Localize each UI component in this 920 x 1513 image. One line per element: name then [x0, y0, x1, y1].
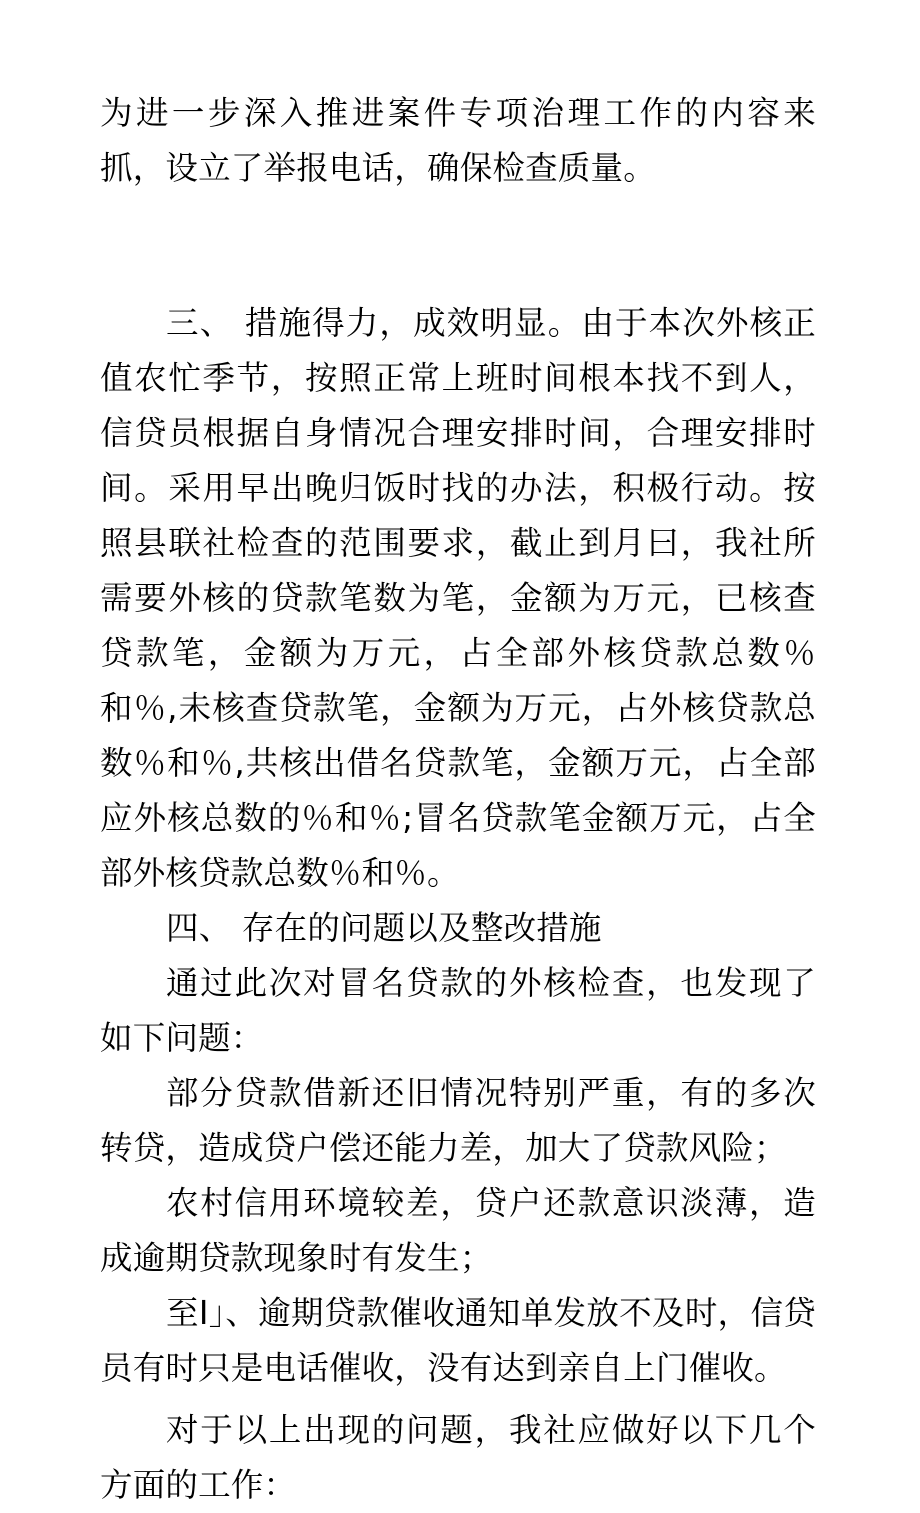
paragraph-problem-one: 部分贷款借新还旧情况特别严重，有的多次转贷，造成贷户偿还能力差，加大了贷款风险； [100, 1074, 816, 1167]
paragraph-problem-two: 农村信用环境较差，贷户还款意识淡薄，造成逾期贷款现象时有发生； [100, 1184, 816, 1277]
section-spacer [100, 196, 816, 296]
paragraph-problems-intro: 通过此次对冒名贷款的外核检查，也发现了如下问题： [100, 964, 816, 1057]
document-text-body [100, 86, 816, 1513]
paragraph-continuation: 为进一步深入推进案件专项治理工作的内容来抓，设立了举报电话，确保检查质量。 [100, 94, 816, 187]
paragraph-section-three: 三、 措施得力，成效明显。由于本次外核正值农忙季节，按照正常上班时间根本找不到人，信贷员根据自身情况合理安排时间，合理安排时间。采用早出晚归饭时找的办法，积极行动。按照县联社检查的范围要求，截止到月曰，我社所需要外核的贷款笔数为笔，金额为万元，已核查贷款笔，金额为万元，占全部外核贷款总数％和％,未核查贷款笔，金额为万元，占外核贷款总数％和％,共核出借名贷款笔，金额万元，占全部应外核总数的％和％;冒名贷款笔金额万元，占全部外核贷款总数％和％。 [100, 304, 816, 892]
paragraph-section-four: 四、 存在的问题以及整改措施 [166, 909, 602, 947]
paragraph-problem-three: 至I」、逾期贷款催收通知单发放不及时，信贷员有时只是电话催收，没有达到亲自上门催收。 [100, 1294, 816, 1387]
paragraph-measures-intro: 对于以上出现的问题，我社应做好以下几个方面的工作： [100, 1411, 816, 1504]
